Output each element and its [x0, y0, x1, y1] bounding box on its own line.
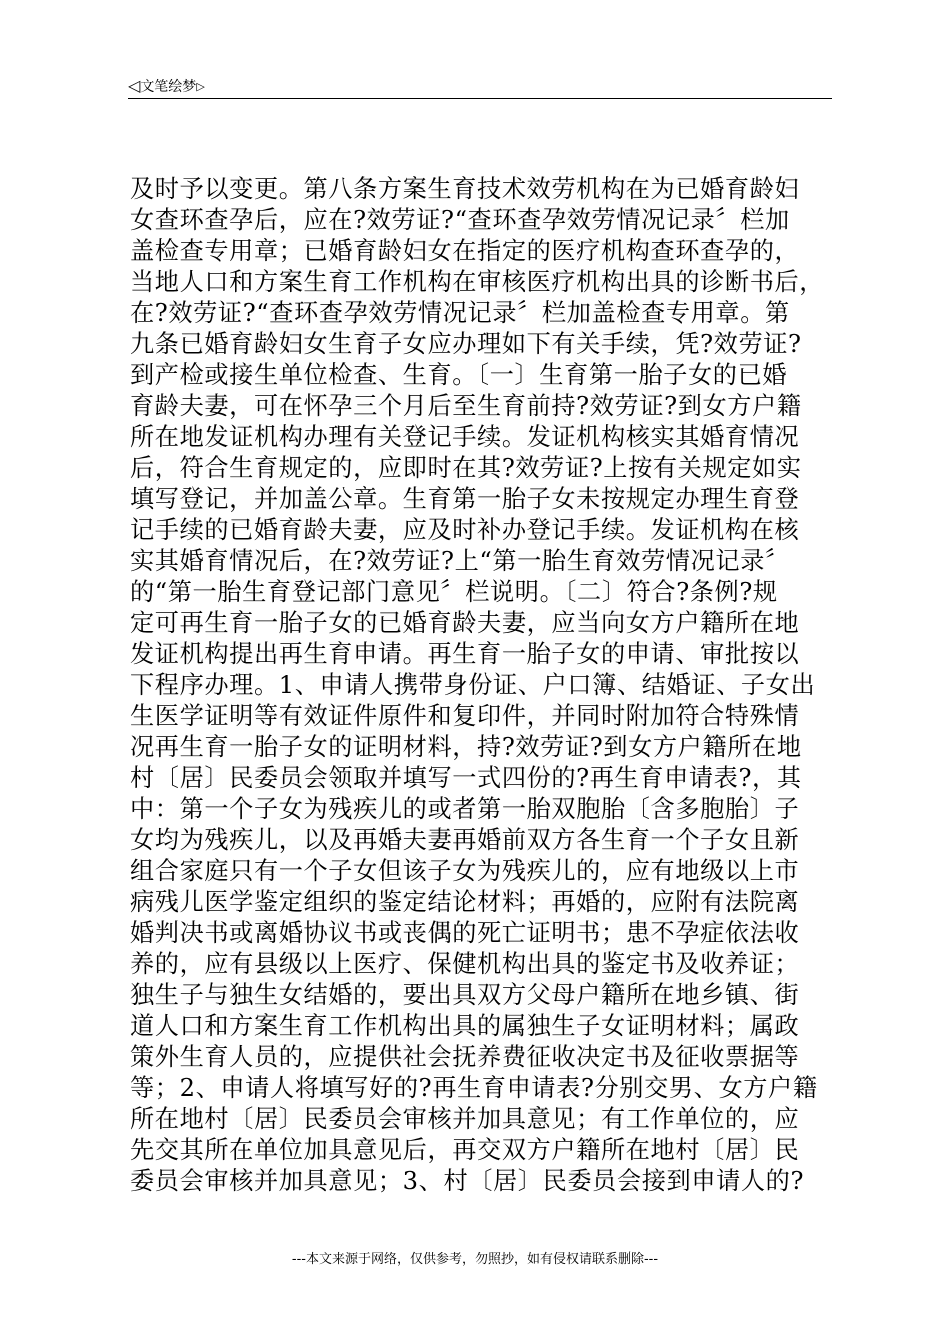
body-line: 养的，应有县级以上医疗、保健机构出具的鉴定书及收养证；	[130, 950, 800, 978]
body-line: 策外生育人员的，应提供社会抚养费征收决定书及征收票据等	[130, 1043, 800, 1071]
right-triangle-icon: ▷	[196, 80, 205, 93]
body-line: 村〔居〕民委员会领取并填写一式四份的?再生育申请表?，其	[130, 764, 802, 792]
left-triangle-icon: ◁	[128, 76, 141, 95]
body-line: 到产检或接生单位检查、生育。〔一〕生育第一胎子女的已婚	[130, 361, 788, 389]
body-line: 等；2、申请人将填写好的?再生育申请表?分别交男、女方户籍	[130, 1074, 818, 1102]
body-line: 实其婚育情况后，在?效劳证?上“第一胎生育效劳情况记录〞	[130, 547, 790, 575]
page-footer: ---本文来源于网络，仅供参考，勿照抄，如有侵权请联系删除---	[291, 1252, 659, 1267]
body-line: 盖检查专用章；已婚育龄妇女在指定的医疗机构查环查孕的，	[130, 237, 800, 265]
page-header	[128, 76, 832, 100]
body-line: 所在地发证机构办理有关登记手续。发证机构核实其婚育情况	[130, 423, 800, 451]
body-line: 当地人口和方案生育工作机构在审核医疗机构出具的诊断书后，	[130, 268, 825, 296]
body-line: 定可再生育一胎子女的已婚育龄夫妻，应当向女方户籍所在地	[130, 609, 800, 637]
body-line: 育龄夫妻，可在怀孕三个月后至生育前持?效劳证?到女方户籍	[130, 392, 802, 420]
header-title: 文笔绘梦	[140, 79, 197, 95]
body-line: 及时予以变更。第八条方案生育技术效劳机构在为已婚育龄妇	[130, 175, 800, 203]
body-line: 九条已婚育龄妇女生育子女应办理如下有关手续，凭?效劳证?	[130, 330, 802, 358]
body-line: 的“第一胎生育登记部门意见〞栏说明。〔二〕符合?条例?规	[130, 578, 778, 606]
header-divider	[128, 98, 832, 99]
document-body	[130, 174, 830, 1197]
body-line: 组合家庭只有一个子女但该子女为残疾儿的，应有地级以上市	[130, 857, 800, 885]
body-line: 委员会审核并加具意见；3、村〔居〕民委员会接到申请人的?	[130, 1167, 805, 1195]
body-line: 生医学证明等有效证件原件和复印件，并同时附加符合特殊情	[130, 702, 800, 730]
body-line: 下程序办理。1、申请人携带身份证、户口簿、结婚证、子女出	[130, 671, 816, 699]
body-line: 后，符合生育规定的，应即时在其?效劳证?上按有关规定如实	[130, 454, 802, 482]
body-line: 病残儿医学鉴定组织的鉴定结论材料；再婚的，应附有法院离	[130, 888, 800, 916]
body-line: 中：第一个子女为残疾儿的或者第一胎双胞胎〔含多胞胎〕子	[130, 795, 800, 823]
body-line: 婚判决书或离婚协议书或丧偶的死亡证明书；患不孕症依法收	[130, 919, 800, 947]
body-line: 记手续的已婚育龄夫妻，应及时补办登记手续。发证机构在核	[130, 516, 800, 544]
body-line: 在?效劳证?“查环查孕效劳情况记录〞栏加盖检查专用章。第	[130, 299, 790, 327]
body-line: 所在地村〔居〕民委员会审核并加具意见；有工作单位的，应	[130, 1105, 800, 1133]
body-line: 道人口和方案生育工作机构出具的属独生子女证明材料；属政	[130, 1012, 800, 1040]
body-line: 女均为残疾儿，以及再婚夫妻再婚前双方各生育一个子女且新	[130, 826, 800, 854]
body-line: 女查环查孕后，应在?效劳证?“查环查孕效劳情况记录〞栏加	[130, 206, 790, 234]
body-line: 先交其所在单位加具意见后，再交双方户籍所在地村〔居〕民	[130, 1136, 800, 1164]
body-line: 填写登记，并加盖公章。生育第一胎子女未按规定办理生育登	[130, 485, 800, 513]
body-line: 况再生育一胎子女的证明材料，持?效劳证?到女方户籍所在地	[130, 733, 802, 761]
body-line: 发证机构提出再生育申请。再生育一胎子女的申请、审批按以	[130, 640, 800, 668]
body-line: 独生子与独生女结婚的，要出具双方父母户籍所在地乡镇、街	[130, 981, 800, 1009]
